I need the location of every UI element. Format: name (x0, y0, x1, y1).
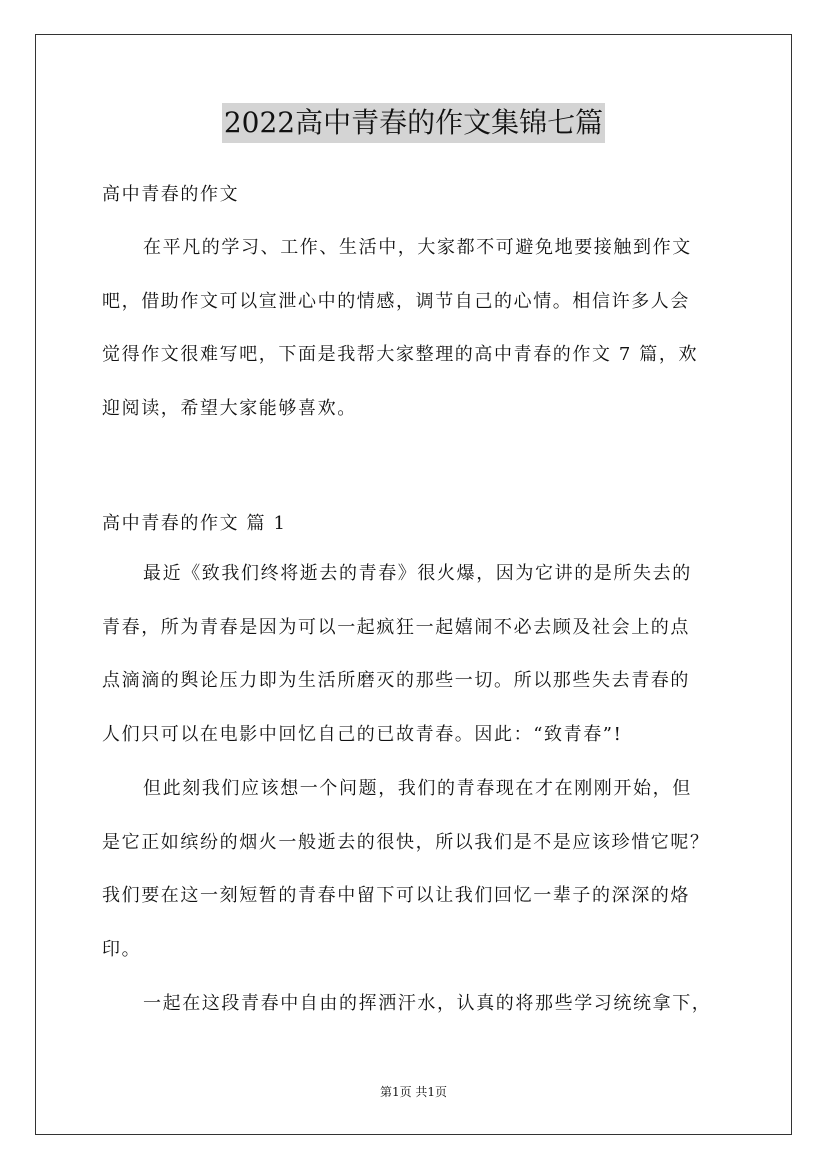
paragraph-line: 青春，所为青春是因为可以一起疯狂一起嬉闹不必去顾及社会上的点 (102, 616, 690, 638)
intro-heading: 高中青春的作文 (102, 184, 240, 205)
paragraph-line: 吧，借助作文可以宣泄心中的情感，调节自己的心情。相信许多人会 (102, 290, 690, 312)
paragraph-line: 迎阅读，希望大家能够喜欢。 (102, 397, 357, 419)
paragraph-line: 点滴滴的舆论压力即为生活所磨灭的那些一切。所以那些失去青春的 (102, 670, 690, 691)
section1-paragraph-3 (102, 977, 726, 1031)
document-title: 2022高中青春的作文集锦七篇 (222, 103, 605, 143)
paragraph-line: 一起在这段青春中自由的挥洒汗水，认真的将那些学习统统拿下， (143, 993, 712, 1014)
paragraph-line: 在平凡的学习、工作、生活中，大家都不可避免地要接触到作文 (143, 237, 692, 258)
page-number-footer: 第1页 共1页 (379, 1085, 448, 1099)
section-heading: 高中青春的作文 篇 1 (102, 513, 287, 534)
paragraph-line: 是它正如缤纷的烟火一般逝去的很快，所以我们是不是应该珍惜它呢？ (102, 831, 710, 853)
intro-paragraph (102, 221, 726, 435)
paragraph-line: 印。 (102, 938, 142, 960)
section1-paragraph-2 (102, 762, 726, 976)
paragraph-line: 觉得作文很难写吧，下面是我帮大家整理的高中青春的作文 7 篇，欢 (102, 344, 699, 365)
paragraph-line: 最近《致我们终将逝去的青春》很火爆，因为它讲的是所失去的 (143, 563, 692, 584)
paragraph-line: 但此刻我们应该想一个问题，我们的青春现在才在刚刚开始，但 (143, 778, 692, 799)
section1-paragraph-1 (102, 547, 726, 761)
title-container (0, 103, 827, 143)
paragraph-line: 人们只可以在电影中回忆自己的已故青春。因此：“致青春”! (102, 723, 623, 745)
paragraph-line: 我们要在这一刻短暂的青春中留下可以让我们回忆一辈子的深深的烙 (102, 885, 690, 906)
